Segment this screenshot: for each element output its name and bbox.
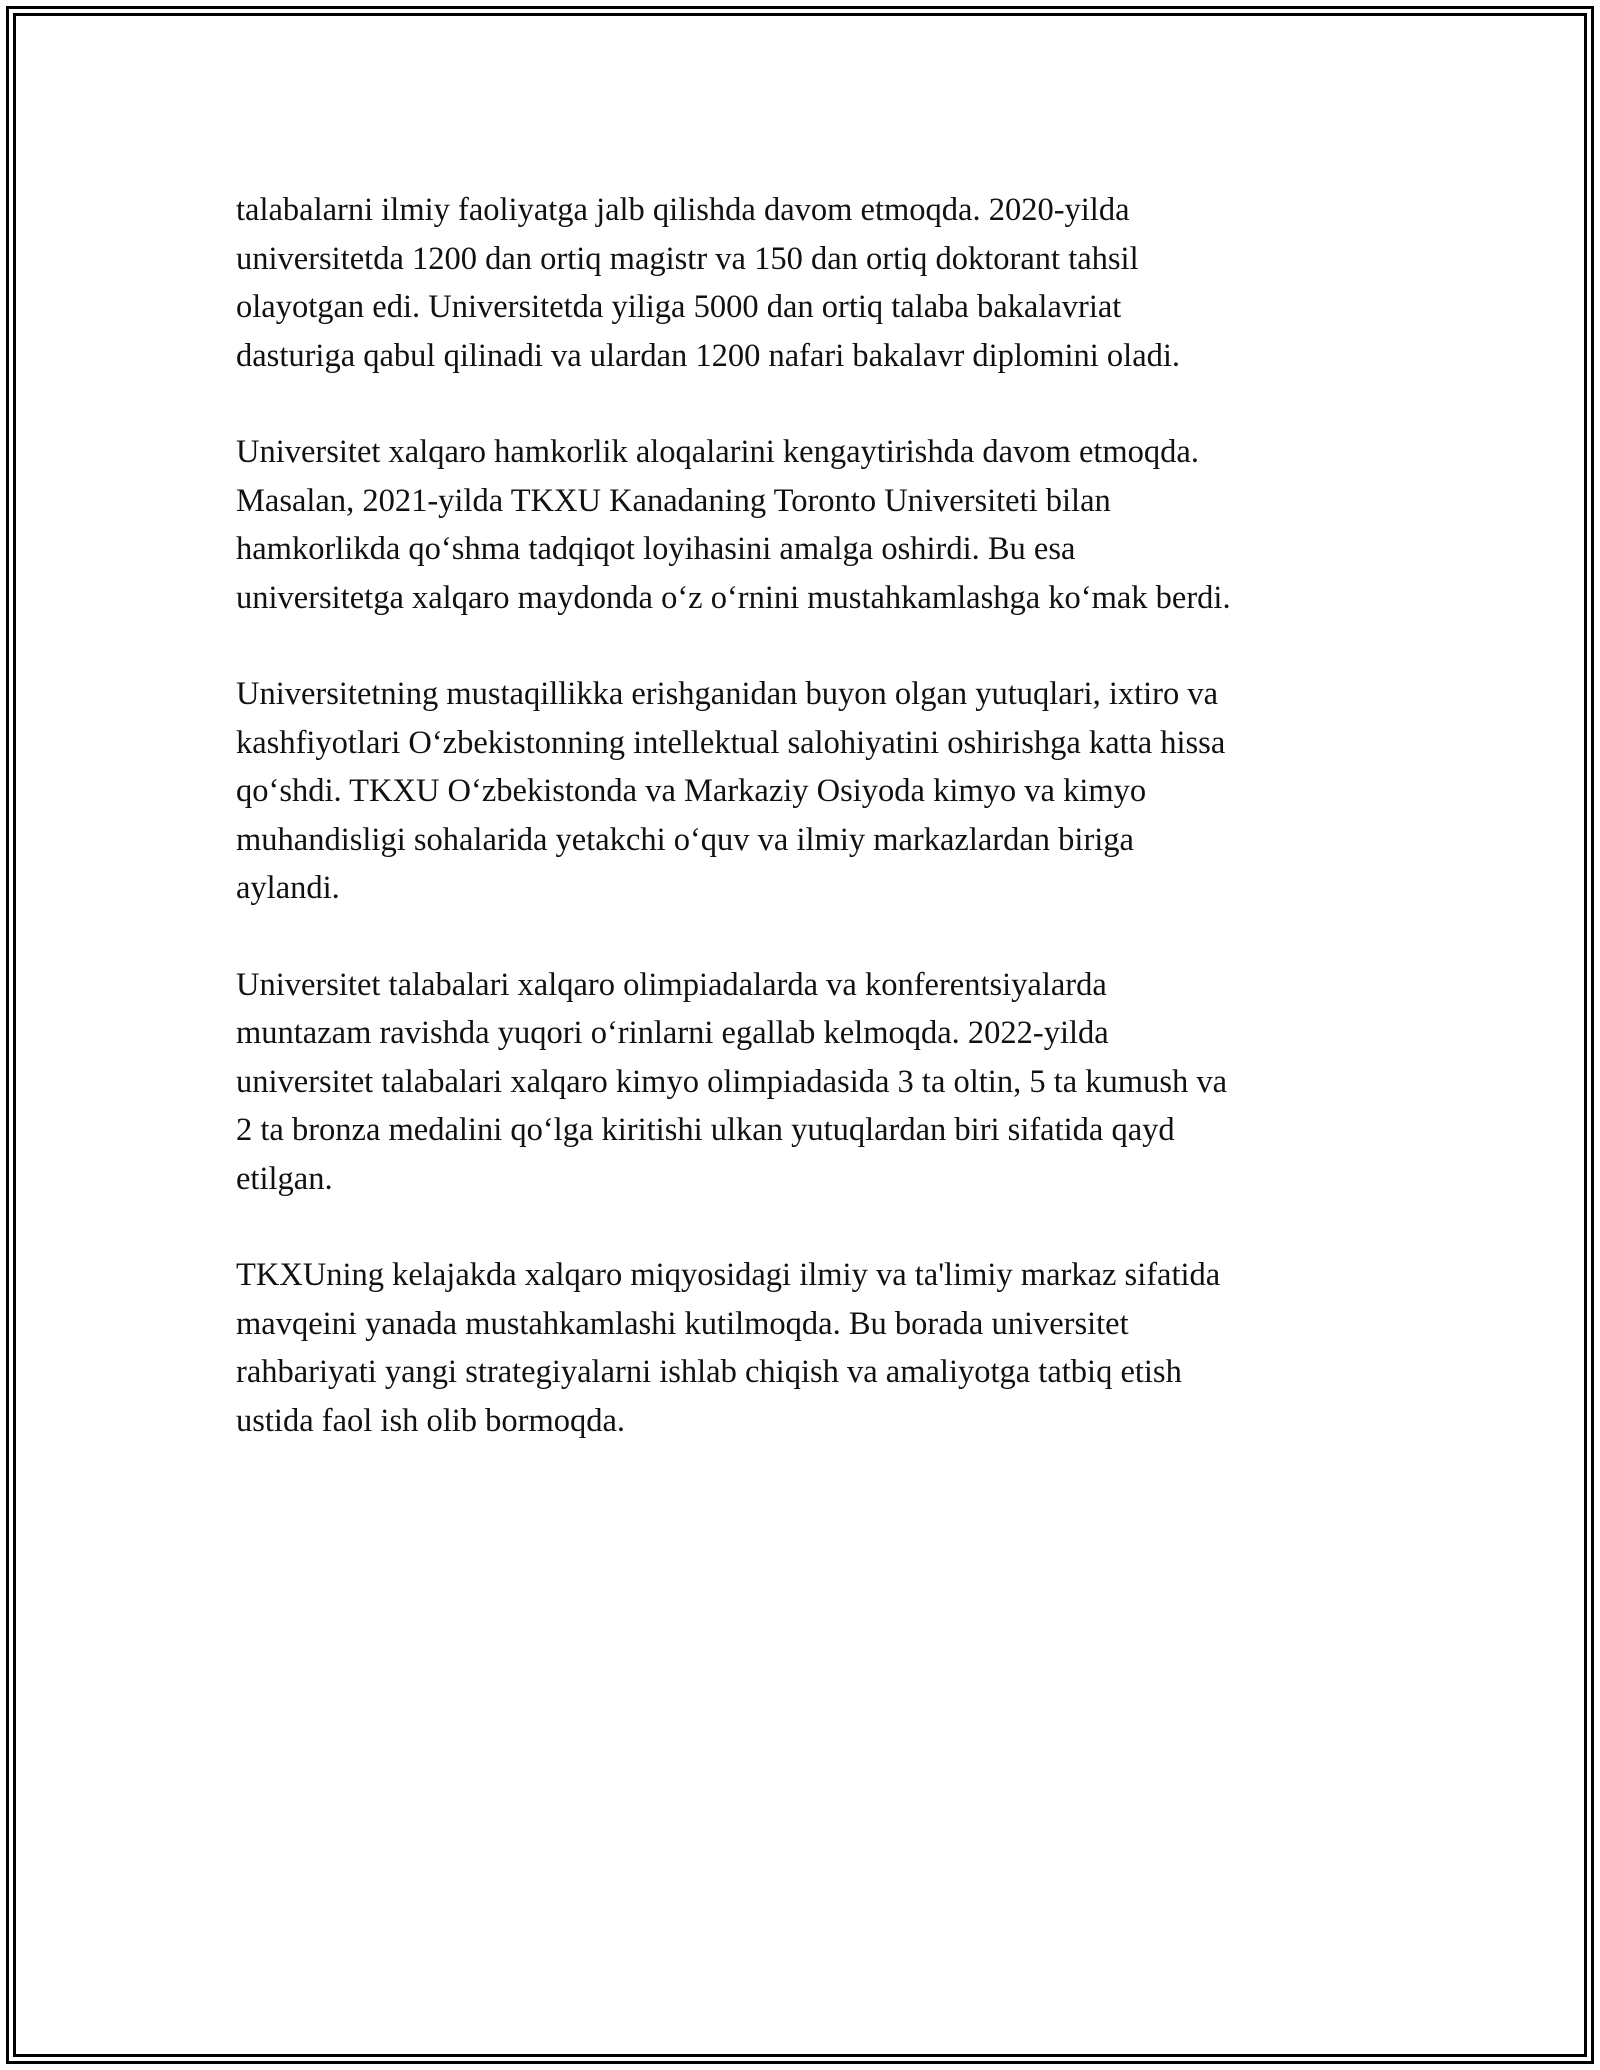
paragraph-5: TKXUning kelajakda xalqaro miqyosidagi ilmiy va ta'limiy markaz sifatida mavqeini yanada mustahkamlashi kutilmoqda. Bu borada universitet rahbariyati yangi strategiyalarni ishlab chiqish va amaliyotga tatbiq etish ustida faol ish olib bormoqda. bbox=[236, 1257, 1221, 1439]
paragraph-3: Universitetning mustaqillikka erishganidan buyon olgan yutuqlari, ixtiro va kashfiyotlari O‘zbekistonning intellektual salohiyatini oshirishga katta hissa qo‘shdi. TKXU O‘zbekistonda va Markaziy Osiyoda kimyo va kimyo muhandisligi sohalarida yetakchi o‘quv va ilmiy markazlardan biriga aylandi. bbox=[236, 676, 1226, 906]
paragraph-2: Universitet xalqaro hamkorlik aloqalarini kengaytirishda davom etmoqda. Masalan, 2021-yilda TKXU Kanadaning Toronto Universiteti bilan hamkorlikda qo‘shma tadqiqot loyihasini amalga oshirdi. Bu esa universitetga xalqaro maydonda o‘z o‘rnini mustahkamlashga ko‘mak berdi. bbox=[236, 434, 1231, 616]
paragraph-4: Universitet talabalari xalqaro olimpiadalarda va konferentsiyalarda muntazam ravishda yuqori o‘rinlarni egallab kelmoqda. 2022-yilda universitet talabalari xalqaro kimyo olimpiadasida 3 ta oltin, 5 ta kumush va 2 ta bronza medalini qo‘lga kiritishi ulkan yutuqlardan biri sifatida qayd etilgan. bbox=[236, 966, 1228, 1197]
paragraph-1: talabalarni ilmiy faoliyatga jalb qilishda davom etmoqda. 2020-yilda universitetda 1200 dan ortiq magistr va 150 dan ortiq doktorant tahsil olayotgan edi. Universitetda yiliga 5000 dan ortiq talaba bakalavriat dasturiga qabul qilinadi va ulardan 1200 nafari bakalavr diplomini oladi. bbox=[236, 192, 1181, 374]
document-body bbox=[236, 186, 1356, 1493]
